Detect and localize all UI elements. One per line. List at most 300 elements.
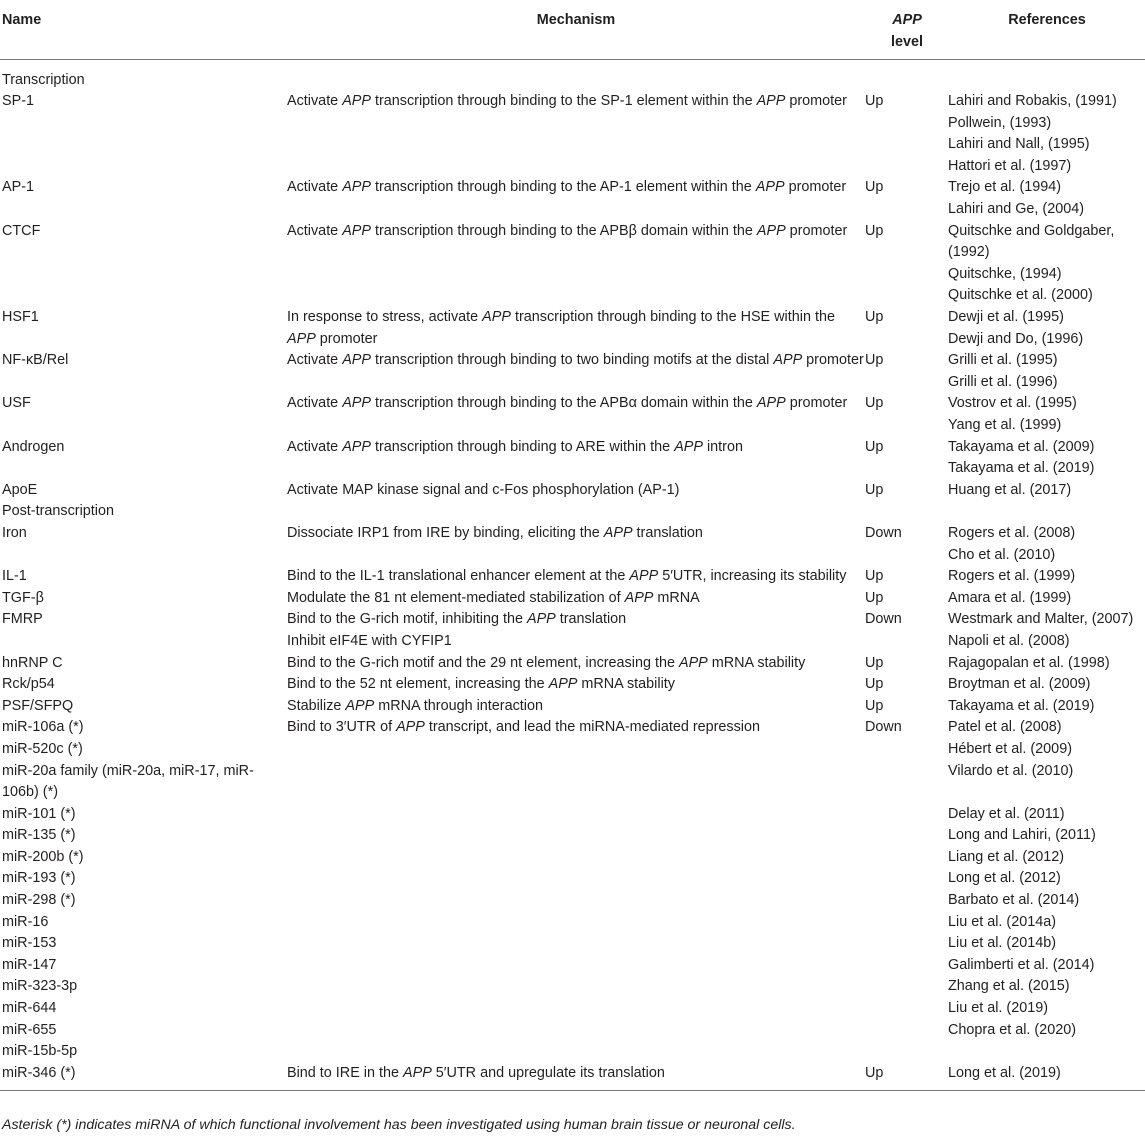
cell-mechanism [287, 1020, 865, 1042]
reference: Takayama et al. (2019) [948, 697, 1095, 714]
reference: Galimberti et al. (2014) [948, 956, 1095, 973]
cell-mechanism [287, 804, 865, 826]
section-heading: Transcription [2, 71, 85, 88]
table-row [0, 523, 1145, 566]
table-row [0, 717, 1145, 739]
mechanism-text: 5′UTR and upregulate its translation [431, 1064, 665, 1081]
mechanism-text: intron [702, 438, 743, 455]
mechanism-text: Bind to the IL-1 translational enhancer element at the [287, 568, 630, 585]
reference: Vilardo et al. (2010) [948, 762, 1074, 779]
cell-references [948, 933, 1144, 955]
reference: Trejo et al. (1994) [948, 179, 1062, 196]
cell-name [0, 177, 287, 220]
gene-name: APP [678, 654, 708, 671]
cell-references [948, 609, 1144, 652]
table-row [0, 825, 1145, 847]
table-row [0, 437, 1145, 480]
reference: Hébert et al. (2009) [948, 740, 1072, 757]
cell-name [0, 566, 287, 588]
cell-name [0, 804, 287, 826]
cell-name [0, 437, 287, 480]
cell-app-level [865, 847, 949, 869]
cell-mechanism [287, 177, 865, 220]
mechanism-text: Modulate the 81 nt element-mediated stabilization of [287, 589, 625, 606]
gene-name: APP [342, 395, 371, 412]
gene-name: APP [629, 568, 659, 585]
cell-mechanism [287, 91, 865, 177]
header-app-level-word: level [890, 33, 923, 50]
cell-app-level: Up [865, 352, 884, 369]
cell-mechanism [287, 350, 865, 393]
mechanism-text: transcript, and lead the miRNA-mediated repression [424, 719, 761, 736]
cell-app-level: Up [865, 222, 884, 239]
cell-app-level [865, 825, 949, 847]
regulator-name: miR-20a family (miR-20a, miR-17, miR-106b) (*) [2, 762, 254, 801]
cell-references [948, 523, 1144, 566]
cell-references [948, 653, 1144, 675]
regulator-name: miR-520c (*) [2, 740, 83, 757]
mechanism-text: Bind to IRE in the [287, 1064, 403, 1081]
regulator-name: miR-153 [2, 935, 57, 952]
cell-name [0, 739, 287, 761]
cell-references [948, 976, 1144, 998]
regulator-name: miR-147 [2, 956, 57, 973]
mechanism-text: mRNA through interaction [374, 697, 543, 714]
mechanism-text: mRNA [653, 589, 700, 606]
header-name: Name [0, 0, 287, 59]
table-row [0, 761, 1145, 804]
reference: Yang et al. (1999) [948, 417, 1062, 433]
cell-references [948, 804, 1144, 826]
cell-app-level: Down [865, 611, 902, 628]
gene-name: APP [342, 352, 371, 369]
header-app-level [865, 0, 949, 59]
reference: Westmark and Malter, (2007) [948, 611, 1134, 628]
cell-references [948, 393, 1144, 436]
cell-mechanism [287, 307, 865, 350]
mechanism-text: Bind to the 52 nt element, increasing the [287, 676, 549, 693]
cell-app-level: Up [865, 438, 884, 455]
cell-mechanism [287, 890, 865, 912]
gene-name: APP [396, 719, 425, 736]
table-row [0, 847, 1145, 869]
mechanism-text: promoter [785, 395, 848, 412]
regulator-name: miR-655 [2, 1021, 57, 1038]
reference: Long and Lahiri, (2011) [948, 827, 1096, 844]
table-row [0, 221, 1145, 307]
regulator-name: miR-298 (*) [2, 892, 76, 909]
cell-mechanism [287, 437, 865, 480]
mechanism-text: translation [632, 524, 703, 541]
reference: Vostrov et al. (1995) [948, 395, 1077, 412]
cell-references [948, 221, 1144, 307]
cell-mechanism [287, 825, 865, 847]
header-row [0, 0, 1145, 59]
reference: Pollwein, (1993) [948, 114, 1052, 131]
mechanism-text: Bind to the G-rich motif and the 29 nt element, increasing the [287, 654, 679, 671]
cell-name [0, 890, 287, 912]
reference: Grilli et al. (1996) [948, 373, 1058, 390]
cell-name [0, 761, 287, 804]
mechanism-text: transcription through binding to two binding motifs at the distal [371, 352, 774, 369]
cell-mechanism [287, 998, 865, 1020]
cell-app-level [865, 890, 949, 912]
cell-references [948, 847, 1144, 869]
mechanism-text: mRNA stability [707, 654, 806, 671]
cell-mechanism [287, 912, 865, 934]
cell-name [0, 350, 287, 393]
reference: Broytman et al. (2009) [948, 676, 1091, 693]
reference: Lahiri and Robakis, (1991) [948, 93, 1117, 110]
table-row [0, 350, 1145, 393]
regulator-name: miR-101 (*) [2, 805, 76, 822]
mechanism-text: transcription through binding to the HSE within the [510, 309, 835, 326]
cell-references [948, 1063, 1144, 1091]
table-row [0, 480, 1145, 502]
reference: Napoli et al. (2008) [948, 632, 1070, 649]
regulator-name: miR-106a (*) [2, 719, 84, 736]
cell-name [0, 91, 287, 177]
mechanism-text: Activate [287, 395, 343, 412]
gene-name: APP [342, 222, 371, 239]
mechanism-text: 5′UTR, increasing its stability [658, 568, 847, 585]
cell-mechanism [287, 221, 865, 307]
reference: Delay et al. (2011) [948, 805, 1065, 822]
cell-name [0, 717, 287, 739]
cell-app-level: Up [865, 179, 884, 196]
mechanism-text: Activate [287, 438, 343, 455]
mechanism-text: Bind to the G-rich motif, inhibiting the [287, 611, 527, 628]
mechanism-text: Stabilize [287, 697, 346, 714]
reference: Dewji et al. (1995) [948, 309, 1064, 326]
cell-app-level [865, 804, 949, 826]
cell-name [0, 1041, 287, 1063]
regulator-name: IL-1 [2, 568, 27, 585]
regulator-name: FMRP [2, 611, 43, 628]
cell-app-level [865, 998, 949, 1020]
cell-app-level: Up [865, 654, 884, 671]
reference: Rogers et al. (1999) [948, 568, 1076, 585]
cell-name [0, 933, 287, 955]
cell-references [948, 91, 1144, 177]
header-mechanism: Mechanism [287, 0, 865, 59]
cell-references [948, 696, 1144, 718]
gene-name: APP [548, 676, 578, 693]
cell-app-level [865, 868, 949, 890]
cell-app-level: Up [865, 481, 884, 498]
cell-app-level [865, 1020, 949, 1042]
reference: Quitschke and Goldgaber, [948, 222, 1115, 239]
mechanism-text: transcription through binding to the AP-1 element within the [371, 179, 756, 196]
reference: Hattori et al. (1997) [948, 157, 1072, 174]
table-row [0, 739, 1145, 761]
regulator-name: SP-1 [2, 93, 34, 110]
cell-references [948, 588, 1144, 610]
cell-app-level [865, 933, 949, 955]
table-row [0, 588, 1145, 610]
regulator-name: PSF/SFPQ [2, 697, 74, 714]
table-row [0, 998, 1145, 1020]
cell-name [0, 696, 287, 718]
mechanism-text: promoter [785, 222, 848, 239]
reference: Liu et al. (2014b) [948, 935, 1057, 952]
regulator-name: Androgen [2, 438, 65, 455]
gene-name: APP [342, 93, 371, 110]
regulator-name: TGF-β [2, 589, 44, 606]
mechanism-text: Inhibit eIF4E with CYFIP1 [287, 632, 452, 649]
reference: Cho et al. (2010) [948, 546, 1056, 563]
mechanism-text: Activate [287, 352, 343, 369]
gene-name: APP [624, 589, 654, 606]
mechanism-text: transcription through binding to ARE within the [371, 438, 675, 455]
mechanism-text: Activate [287, 93, 343, 110]
cell-app-level: Up [865, 697, 884, 714]
table-row [0, 912, 1145, 934]
table-row [0, 91, 1145, 177]
header-references: References [949, 0, 1145, 59]
cell-name [0, 523, 287, 566]
reference: Quitschke, (1994) [948, 265, 1062, 282]
regulator-name: CTCF [2, 222, 41, 239]
reference: Liu et al. (2014a) [948, 913, 1057, 930]
cell-references [948, 674, 1144, 696]
cell-mechanism [287, 1063, 865, 1091]
reference: (1992) [948, 244, 990, 261]
cell-app-level: Down [865, 524, 902, 541]
mechanism-text: Bind to 3′UTR of [287, 719, 397, 736]
gene-name: APP [603, 524, 633, 541]
reference: Quitschke et al. (2000) [948, 287, 1093, 304]
regulator-name: miR-135 (*) [2, 827, 76, 844]
table-row [0, 674, 1145, 696]
cell-app-level [865, 739, 949, 761]
regulator-name: USF [2, 395, 31, 412]
mechanism-text: promoter [802, 352, 864, 369]
table-row [0, 890, 1145, 912]
gene-name: APP [674, 438, 703, 455]
mechanism-text: promoter [784, 179, 847, 196]
cell-references [948, 1041, 1144, 1063]
header-app-level-gene: APP [892, 12, 922, 28]
cell-references [948, 177, 1144, 220]
cell-references [948, 998, 1144, 1020]
cell-references [948, 739, 1144, 761]
regulator-name: HSF1 [2, 309, 39, 326]
cell-references [948, 437, 1144, 480]
table-row [0, 393, 1145, 436]
cell-app-level: Up [865, 1063, 949, 1091]
cell-app-level: Down [865, 719, 902, 736]
reference: Amara et al. (1999) [948, 589, 1072, 606]
cell-references [948, 890, 1144, 912]
regulator-name: Rck/p54 [2, 676, 55, 693]
cell-app-level: Up [865, 309, 884, 326]
gene-name: APP [756, 395, 786, 412]
mechanism-text: transcription through binding to the APBα domain within the [371, 395, 757, 412]
reference: Takayama et al. (2009) [948, 438, 1095, 455]
gene-name: APP [403, 1064, 432, 1081]
mechanism-text: transcription through binding to the APBβ domain within the [371, 222, 757, 239]
gene-name: APP [755, 179, 785, 196]
regulator-name: miR-644 [2, 1000, 57, 1017]
cell-app-level [865, 976, 949, 998]
cell-name [0, 674, 287, 696]
cell-mechanism [287, 609, 865, 652]
gene-name: APP [342, 438, 371, 455]
cell-app-level [865, 912, 949, 934]
cell-name [0, 1063, 287, 1091]
mechanism-text: Activate [287, 222, 343, 239]
table-row [0, 1020, 1145, 1042]
cell-mechanism [287, 393, 865, 436]
cell-mechanism [287, 588, 865, 610]
regulator-name: miR-346 (*) [2, 1064, 76, 1081]
mechanism-text: Activate MAP kinase signal and c-Fos phosphorylation (AP-1) [287, 481, 680, 498]
reference: Patel et al. (2008) [948, 719, 1062, 736]
reference: Long et al. (2019) [948, 1064, 1061, 1081]
reference: Dewji and Do, (1996) [948, 330, 1084, 347]
table-row [0, 566, 1145, 588]
cell-mechanism [287, 761, 865, 804]
cell-mechanism [287, 739, 865, 761]
section-heading: Post-transcription [2, 503, 114, 520]
cell-references [948, 1020, 1144, 1042]
regulator-name: hnRNP C [2, 654, 63, 671]
reference: Rajagopalan et al. (1998) [948, 654, 1110, 671]
reference: Barbato et al. (2014) [948, 892, 1080, 909]
mechanism-text: translation [555, 611, 627, 628]
regulator-name: miR-323-3p [2, 978, 78, 995]
reference: Rogers et al. (2008) [948, 524, 1076, 541]
cell-name [0, 998, 287, 1020]
cell-name [0, 480, 287, 502]
regulator-name: AP-1 [2, 179, 34, 196]
cell-references [948, 955, 1144, 977]
table-row [0, 696, 1145, 718]
cell-mechanism [287, 674, 865, 696]
reference: Liang et al. (2012) [948, 848, 1065, 865]
gene-name: APP [526, 611, 556, 628]
cell-references [948, 566, 1144, 588]
cell-name [0, 221, 287, 307]
regulator-name: miR-200b (*) [2, 848, 84, 865]
table-row [0, 933, 1145, 955]
reference: Long et al. (2012) [948, 870, 1061, 887]
cell-mechanism [287, 976, 865, 998]
regulator-name: miR-15b-5p [2, 1043, 78, 1060]
cell-references [948, 825, 1144, 847]
table-footnote: Asterisk (*) indicates miRNA of which functional involvement has been investigated using human brain tissue or neuronal cells. [2, 1117, 796, 1133]
table-row [0, 1041, 1145, 1063]
cell-name [0, 1020, 287, 1042]
cell-mechanism [287, 523, 865, 566]
cell-app-level: Up [865, 93, 884, 110]
gene-name: APP [342, 179, 371, 196]
table-row [0, 955, 1145, 977]
table-row [0, 804, 1145, 826]
cell-references [948, 761, 1144, 804]
cell-references [948, 912, 1144, 934]
cell-references [948, 868, 1144, 890]
cell-mechanism [287, 653, 865, 675]
cell-mechanism [287, 847, 865, 869]
gene-name: APP [773, 352, 803, 369]
table-row [0, 868, 1145, 890]
table-body [0, 59, 1145, 1091]
section-row [0, 59, 1145, 91]
table-row [0, 307, 1145, 350]
cell-name [0, 393, 287, 436]
mechanism-text: Dissociate IRP1 from IRE by binding, eliciting the [287, 524, 604, 541]
gene-name: APP [482, 309, 511, 326]
cell-name [0, 847, 287, 869]
cell-references [948, 480, 1144, 502]
reference: Chopra et al. (2020) [948, 1021, 1076, 1038]
cell-mechanism [287, 717, 865, 739]
cell-mechanism [287, 868, 865, 890]
regulator-name: Iron [2, 524, 27, 541]
table-row [0, 609, 1145, 652]
reference: Takayama et al. (2019) [948, 460, 1095, 477]
mechanism-text: promoter [785, 93, 847, 110]
cell-mechanism [287, 480, 865, 502]
cell-name [0, 912, 287, 934]
cell-app-level: Up [865, 395, 884, 412]
table-row [0, 177, 1145, 220]
cell-app-level: Up [865, 676, 884, 693]
cell-app-level [865, 1041, 949, 1063]
cell-name [0, 868, 287, 890]
cell-app-level [865, 955, 949, 977]
cell-references [948, 350, 1144, 393]
table-row [0, 653, 1145, 675]
reference: Lahiri and Ge, (2004) [948, 201, 1084, 218]
cell-mechanism [287, 566, 865, 588]
cell-name [0, 609, 287, 652]
reference: Zhang et al. (2015) [948, 978, 1070, 995]
section-row [0, 501, 1145, 523]
table-row [0, 1063, 1145, 1091]
cell-mechanism [287, 933, 865, 955]
cell-mechanism [287, 1041, 865, 1063]
cell-name [0, 307, 287, 350]
cell-name [0, 825, 287, 847]
cell-mechanism [287, 955, 865, 977]
cell-references [948, 717, 1144, 739]
regulator-name: miR-193 (*) [2, 870, 76, 887]
reference: Lahiri and Nall, (1995) [948, 136, 1090, 153]
gene-name: APP [287, 330, 316, 347]
cell-name [0, 955, 287, 977]
mechanism-text: In response to stress, activate [287, 309, 483, 326]
reference: Liu et al. (2019) [948, 1000, 1048, 1017]
gene-name: APP [756, 93, 786, 110]
regulator-name: miR-16 [2, 913, 49, 930]
gene-name: APP [756, 222, 786, 239]
cell-mechanism [287, 696, 865, 718]
reference: Grilli et al. (1995) [948, 352, 1058, 369]
cell-name [0, 653, 287, 675]
cell-name [0, 588, 287, 610]
mechanism-text: transcription through binding to the SP-1 element within the [371, 93, 757, 110]
cell-references [948, 307, 1144, 350]
reference: Huang et al. (2017) [948, 481, 1072, 498]
cell-app-level: Up [865, 589, 884, 606]
cell-name [0, 976, 287, 998]
gene-name: APP [345, 697, 375, 714]
table-row [0, 976, 1145, 998]
regulator-name: NF-κB/Rel [2, 352, 69, 369]
